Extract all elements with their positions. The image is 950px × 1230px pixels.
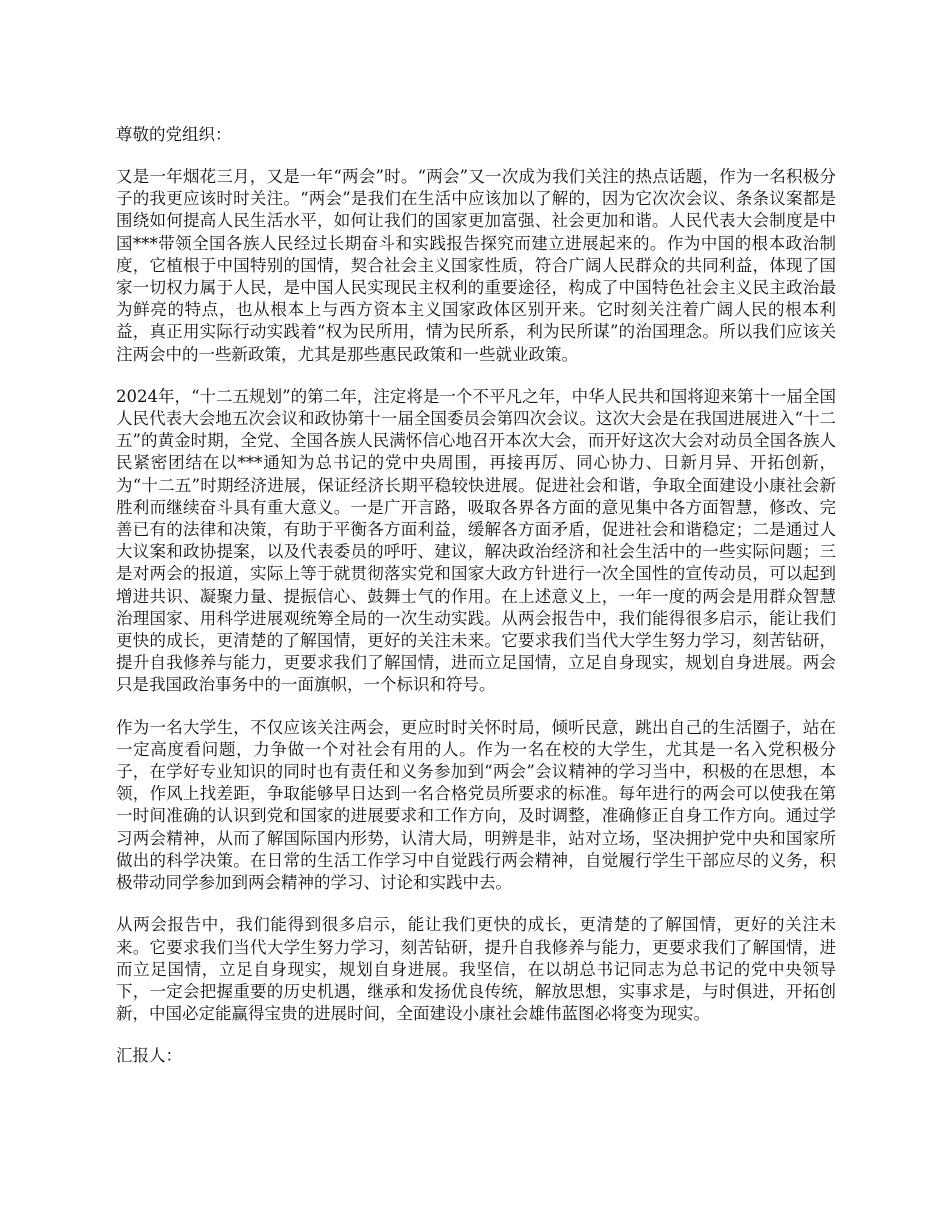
paragraph-3: 作为一名大学生，不仅应该关注两会，更应时时关怀时局，倾听民意，跳出自己的生活圈子，站在一定高度看问题，力争做一个对社会有用的人。作为一名在校的大学生，尤其是一名入党积极分子，在学好专业知识的同时也有责任和义务参加到“两会”会议精神的学习当中，积极的在思想，本领，作风上找差距，争取能够早日达到一名合格党员所要求的标准。每年进行的两会可以使我在第一时间准确的认识到党和国家的进展要求和工作方向，及时调整，准确修正自身工作方向。通过学习两会精神，从而了解国际国内形势，认清大局，明辨是非，站对立场，坚决拥护党中央和国家所做出的科学决策。在日常的生活工作学习中自觉践行两会精神，自觉履行学生干部应尽的义务，积极带动同学参加到两会精神的学习、讨论和实践中去。 — [116, 717, 836, 893]
salutation: 尊敬的党组织： — [116, 125, 232, 144]
signature-label: 汇报人： — [116, 1046, 182, 1066]
paragraph-4: 从两会报告中，我们能得到很多启示，能让我们更快的成长，更清楚的了解国情，更好的关注未来。它要求我们当代大学生努力学习，刻苦钻研，提升自我修养与能力，更要求我们了解国情，进而立足国情，立足自身现实，规划自身进展。我坚信，在以胡总书记同志为总书记的党中央领导下，一定会把握重要的历史机遇，继承和发扬优良传统，解放思想，实事求是，与时俱进，开拓创新，中国必定能赢得宝贵的进展时间，全面建设小康社会雄伟蓝图必将变为现实。 — [116, 915, 836, 1024]
letter-body — [116, 124, 836, 1067]
paragraph-2: 2024年，“十二五规划”的第二年，注定将是一个不平凡之年，中华人民共和国将迎来第十一届全国人民代表大会地五次会议和政协第十一届全国委员会第四次会议。这次大会是在我国进展进入“十二五”的黄金时期，全党、全国各族人民满怀信心地召开本次大会，而开好这次大会对动员全国各族人民紧密团结在以***通知为总书记的党中央周围，再接再厉、同心协力、日新月异、开拓创新，为“十二五”时期经济进展，保证经济长期平稳较快进展。促进社会和谐，争取全面建设小康社会新胜利而继续奋斗具有重大意义。一是广开言路，吸取各界各方面的意见集中各方面智慧，修改、完善已有的法律和决策，有助于平衡各方面利益，缓解各方面矛盾，促进社会和谐稳定；二是通过人大议案和政协提案，以及代表委员的呼吁、建议，解决政治经济和社会生活中的一些实际问题；三是对两会的报道，实际上等于就贯彻落实党和国家大政方针进行一次全国性的宣传动员，可以起到增进共识、凝聚力量、提振信心、鼓舞士气的作用。在上述意义上，一年一度的两会是用群众智慧治理国家、用科学进展观统筹全局的一次生动实践。从两会报告中，我们能得很多启示，能让我们更快的成长，更清楚的了解国情，更好的关注未来。它要求我们当代大学生努力学习，刻苦钻研，提升自我修养与能力，更要求我们了解国情，进而立足国情，立足自身现实，规划自身进展。两会只是我国政治事务中的一面旗帜，一个标识和符号。 — [116, 386, 836, 695]
paragraph-1: 又是一年烟花三月，又是一年“两会”时。“两会”又一次成为我们关注的热点话题，作为一名积极分子的我更应该时时关注。“两会”是我们在生活中应该加以了解的，因为它次次会议、条条议案都是围绕如何提高人民生活水平，如何让我们的国家更加富强、社会更加和谐。人民代表大会制度是中国***带领全国各族人民经过长期奋斗和实践报告探究而建立进展起来的。作为中国的根本政治制度，它植根于中国特别的国情，契合社会主义国家性质，符合广阔人民群众的共同利益，体现了国家一切权力属于人民，是中国人民实现民主权利的重要途径，构成了中国特色社会主义民主政治最为鲜亮的特点，也从根本上与西方资本主义国家政体区别开来。它时刻关注着广阔人民的根本利益，真正用实际行动实践着“权为民所用，情为民所系，利为民所谋”的治国理念。所以我们应该关注两会中的一些新政策，尤其是那些惠民政策和一些就业政策。 — [116, 167, 836, 364]
